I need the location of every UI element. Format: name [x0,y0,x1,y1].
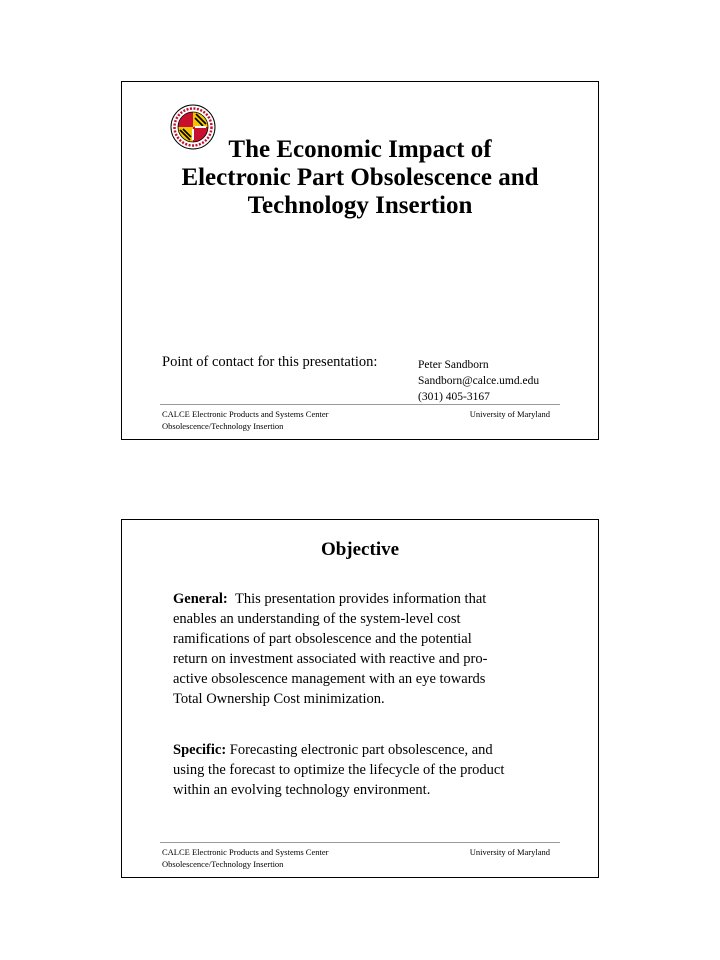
footer-center-name: CALCE Electronic Products and Systems Center [162,847,329,857]
footer-topic: Obsolescence/Technology Insertion [162,421,284,431]
title-line: The Economic Impact of [228,136,492,163]
footer-center-name: CALCE Electronic Products and Systems Center [162,409,329,419]
presentation-title [142,136,578,220]
footer-left [162,846,328,870]
footer-university: University of Maryland [469,847,550,857]
footer-divider [160,404,560,405]
title-line: Technology Insertion [247,192,473,219]
title-slide [121,81,599,440]
paragraph-line: within an evolving technology environment. [173,782,431,798]
paragraph-line: ramifications of part obsolescence and the potential [173,631,472,647]
general-lead: General: [173,591,228,607]
paragraph-line: Total Ownership Cost minimization. [173,691,385,707]
objective-slide [121,519,599,878]
general-text: This presentation provides information that [235,591,487,607]
paragraph-line [173,740,553,760]
footer-university: University of Maryland [469,409,550,419]
contact-details [418,357,539,405]
paragraph-line: active obsolescence management with an eye towards [173,671,486,687]
slide-title: Objective [320,539,400,560]
specific-objective [173,740,553,800]
contact-label: Point of contact for this presentation: [162,354,378,370]
specific-lead: Specific: [173,742,227,758]
footer-divider [160,842,560,843]
paragraph-line: return on investment associated with reactive and pro- [173,651,488,667]
footer-topic: Obsolescence/Technology Insertion [162,859,284,869]
contact-name: Peter Sandborn [418,359,489,371]
contact-email: Sandborn@calce.umd.edu [418,375,540,387]
contact-phone: (301) 405-3167 [418,391,490,403]
general-objective [173,589,553,709]
footer-left [162,408,328,432]
title-line: Electronic Part Obsolescence and [181,164,539,191]
paragraph-line [173,589,553,609]
paragraph-line: enables an understanding of the system-level cost [173,611,461,627]
specific-text: Forecasting electronic part obsolescence, and [229,742,493,758]
paragraph-line: using the forecast to optimize the lifecycle of the product [173,762,505,778]
